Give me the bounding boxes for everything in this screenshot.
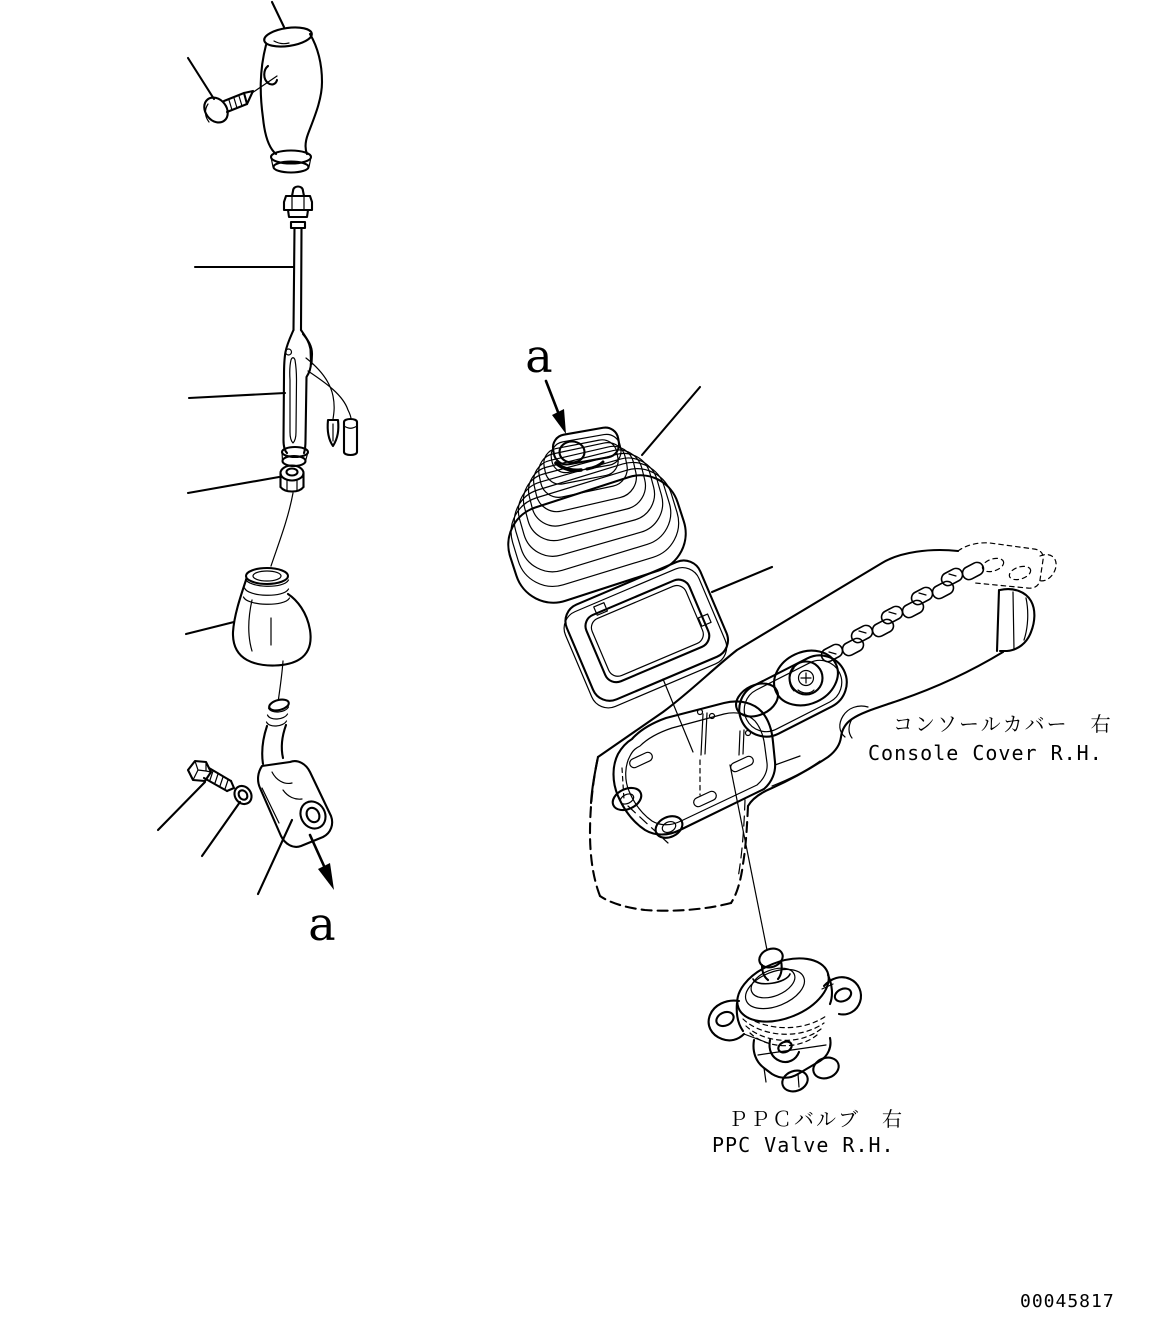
boot-cover <box>186 568 311 699</box>
boot-retainer-plate <box>556 555 772 752</box>
console-switch-slots <box>819 560 986 664</box>
grip-screw <box>199 76 277 127</box>
leader-lines-bottom-left <box>158 782 292 894</box>
mounting-bolt <box>188 761 234 791</box>
section-marker-upper: a <box>525 329 553 383</box>
console-dial-recess <box>730 640 856 745</box>
console-bracket <box>958 543 1056 588</box>
elbow-bracket <box>258 698 332 847</box>
lock-nut <box>188 466 304 567</box>
section-arrow-upper <box>525 329 566 434</box>
rubber-bellows-boot <box>498 387 700 613</box>
drawing-number: 00045817 <box>1020 1291 1115 1312</box>
console-cover-label-en: Console Cover R.H. <box>868 741 1103 765</box>
joystick-grip <box>261 25 322 173</box>
washer <box>231 783 255 808</box>
ppc-valve-label-jp: ＰＰＣバルブ 右 <box>728 1107 904 1131</box>
lever-shaft-assembly <box>189 187 357 467</box>
section-marker-lower: a <box>308 897 336 951</box>
console-cover-label-jp: コンソールカバー 右 <box>893 712 1113 736</box>
ppc-valve-label-en: PPC Valve R.H. <box>712 1133 895 1157</box>
section-arrow-lower <box>308 835 335 951</box>
console-tray-details <box>609 710 755 842</box>
ppc-valve <box>709 945 861 1094</box>
